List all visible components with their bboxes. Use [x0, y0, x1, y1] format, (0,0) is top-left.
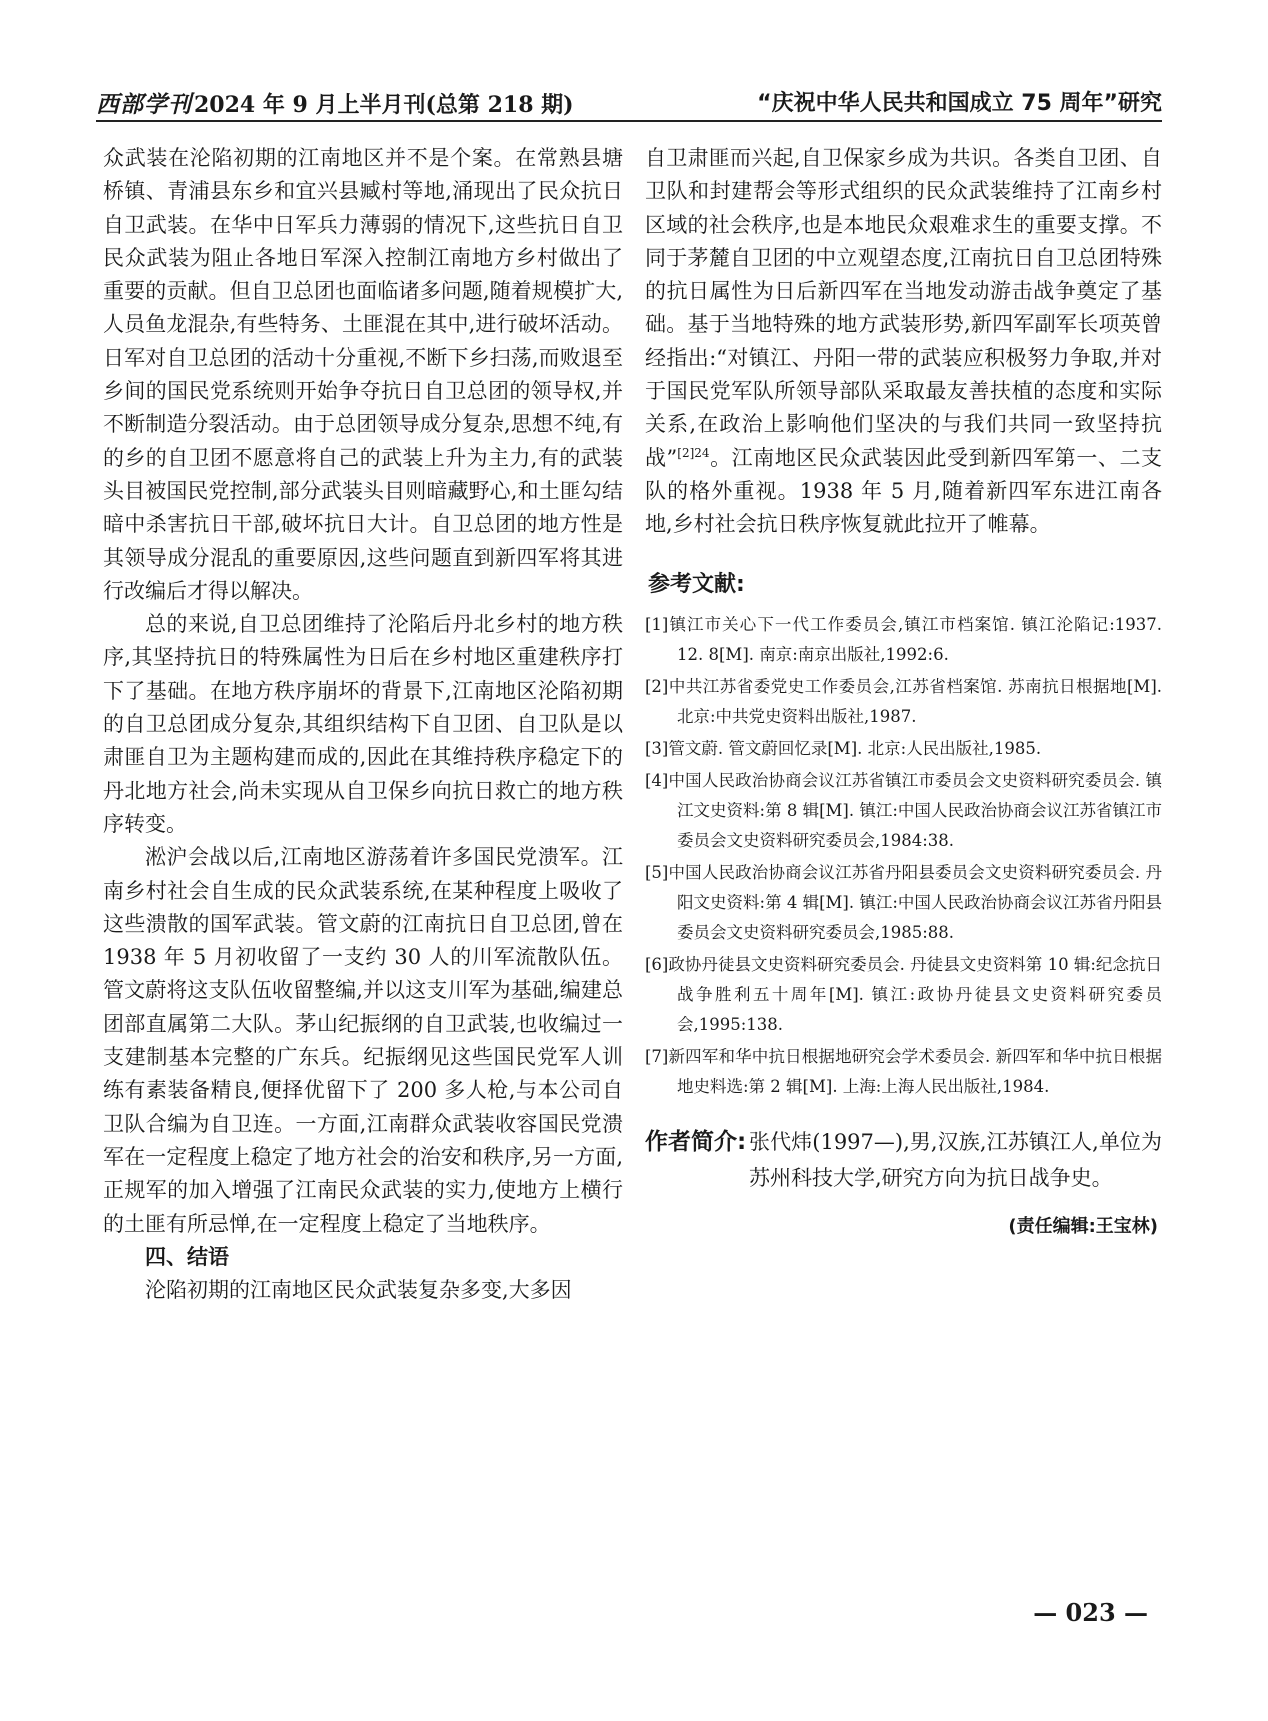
body-paragraph: 总的来说,自卫总团维持了沦陷后丹北乡村的地方秩序,其坚持抗日的特殊属性为日后在乡村地区重建秩序打下了基础。在地方秩序崩坏的背景下,江南地区沦陷初期的自卫总团成分复杂,其组织结构下自卫团、自卫队是以肃匪自卫为主题构建而成的,因此在其维持秩序稳定下的丹北地方社会,尚未实现从自卫保乡向抗日救亡的地方秩序转变。: [103, 612, 623, 836]
page-number: — 023 —: [1033, 1598, 1148, 1627]
body-paragraph: 沦陷初期的江南地区民众武装复杂多变,大多因: [145, 1278, 572, 1303]
running-header: [96, 86, 1162, 122]
references-heading: 参考文献:: [648, 571, 745, 597]
column-title: “庆祝中华人民共和国成立 75 周年”研究: [757, 91, 1162, 116]
reference-item: [6]政协丹徒县文史资料研究委员会. 丹徒县文史资料第 10 辑:纪念抗日战争胜利五十周年[M]. 镇江:政协丹徒县文史资料研究委员会,1995:138.: [645, 954, 1162, 1034]
paragraph-text: 自卫肃匪而兴起,自卫保家乡成为共识。各类自卫团、自卫队和封建帮会等形式组织的民众武装维持了江南乡村区域的社会秩序,也是本地民众艰难求生的重要支撑。不同于茅麓自卫团的中立观望态度,江南抗日自卫总团特殊的抗日属性为日后新四军在当地发动游击战争奠定了基础。基于当地特殊的地方武装形势,新四军副军长项英曾经指出:“对镇江、丹阳一带的武装应积极努力争取,并对于国民党军队所领导部队采取最友善扶植的态度和实际关系,在政治上影响他们坚决的与我们共同一致坚持抗战”: [645, 146, 1162, 470]
body-paragraph: 淞沪会战以后,江南地区游荡着许多国民党溃军。江南乡村社会自生成的民众武装系统,在某种程度上吸收了这些溃散的国军武装。管文蔚的江南抗日自卫总团,曾在 1938 年 5 月初收留了一支约 30 人的川军流散队伍。管文蔚将这支队伍收留整编,并以这支川军为基础,编建总团部直属第二大队。茅山纪振纲的自卫武装,也收编过一支建制基本完整的广东兵。纪振纲见这些国民党军人训练有素装备精良,便择优留下了 200 多人枪,与本公司自卫队合编为自卫连。一方面,江南群众武装收容国民党溃军在一定程度上稳定了地方社会的治安和秩序,另一方面,正规军的加入增强了江南民众武装的实力,使地方上横行的土匪有所忌惮,在一定程度上稳定了当地秩序。: [103, 845, 623, 1236]
issue-info: 2024 年 9 月上半月刊(总第 218 期): [194, 92, 574, 118]
author-bio-text: 张代炜(1997—),男,汉族,江苏镇江人,单位为苏州科技大学,研究方向为抗日战争史。: [749, 1129, 1162, 1190]
reference-item: [3]管文蔚. 管文蔚回忆录[M]. 北京:人民出版社,1985.: [645, 738, 1042, 758]
reference-item: [1]镇江市关心下一代工作委员会,镇江市档案馆. 镇江沦陷记:1937. 12. 8[M]. 南京:南京出版社,1992:6.: [645, 614, 1162, 664]
reference-item: [7]新四军和华中抗日根据地研究会学术委员会. 新四军和华中抗日根据地史料选:第 2 辑[M]. 上海:上海人民出版社,1984.: [645, 1046, 1162, 1096]
journal-masthead: [96, 86, 574, 119]
author-bio: [645, 1124, 1162, 1196]
responsible-editor: (责任编辑:王宝林): [1008, 1215, 1158, 1237]
body-paragraph: [645, 142, 1162, 542]
reference-item: [4]中国人民政治协商会议江苏省镇江市委员会文史资料研究委员会. 镇江文史资料:第 8 辑[M]. 镇江:中国人民政治协商会议江苏省镇江市委员会文史资料研究委员会,1984:38.: [645, 770, 1162, 850]
author-bio-label: 作者简介:: [645, 1128, 747, 1155]
paragraph-text: 。江南地区民众武装因此受到新四军第一、二支队的格外重视。1938 年 5 月,随着新四军东进江南各地,乡村社会抗日秩序恢复就此拉开了帷幕。: [645, 445, 1162, 537]
reference-list: [645, 610, 1162, 1102]
right-column: [645, 142, 1162, 1243]
reference-item: [5]中国人民政治协商会议江苏省丹阳县委员会文史资料研究委员会. 丹阳文史资料:第 4 辑[M]. 镇江:中国人民政治协商会议江苏省丹阳县委员会文史资料研究委员会,1985:88.: [645, 862, 1162, 942]
section-heading: 四、结语: [145, 1244, 229, 1269]
body-paragraph: 众武装在沦陷初期的江南地区并不是个案。在常熟县塘桥镇、青浦县东乡和宜兴县臧村等地,涌现出了民众抗日自卫武装。在华中日军兵力薄弱的情况下,这些抗日自卫民众武装为阻止各地日军深入控制江南地方乡村做出了重要的贡献。但自卫总团也面临诸多问题,随着规模扩大,人员鱼龙混杂,有些特务、土匪混在其中,进行破坏活动。日军对自卫总团的活动十分重视,不断下乡扫荡,而败退至乡间的国民党系统则开始争夺抗日自卫总团的领导权,并不断制造分裂活动。由于总团领导成分复杂,思想不纯,有的乡的自卫团不愿意将自己的武装上升为主力,有的武装头目被国民党控制,部分武装头目则暗藏野心,和土匪勾结暗中杀害抗日干部,破坏抗日大计。自卫总团的地方性是其领导成分混乱的重要原因,这些问题直到新四军将其进行改编后才得以解决。: [103, 146, 623, 603]
reference-item: [2]中共江苏省委党史工作委员会,江苏省档案馆. 苏南抗日根据地[M]. 北京:中共党史资料出版社,1987.: [645, 676, 1162, 726]
left-column: [103, 142, 623, 1307]
citation-marker: [2]24: [677, 445, 710, 460]
journal-logo: 西部学刊: [96, 91, 192, 118]
